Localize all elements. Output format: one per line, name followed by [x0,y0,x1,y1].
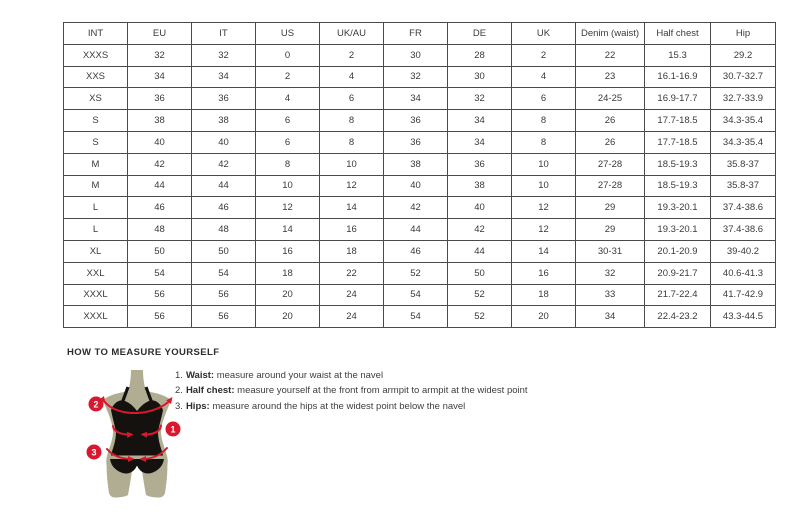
table-cell: M [64,153,128,175]
table-row [64,262,776,284]
table-cell: 27-28 [576,153,645,175]
table-row [64,110,776,132]
table-cell: 38 [384,153,448,175]
table-cell: 46 [384,240,448,262]
table-cell: 21.7-22.4 [645,284,711,306]
table-cell: 37.4-38.6 [711,197,776,219]
table-cell: 42 [128,153,192,175]
how-to-measure-title: HOW TO MEASURE YOURSELF [67,347,220,358]
table-cell: 6 [256,131,320,153]
table-row [64,44,776,66]
table-cell: 2 [512,44,576,66]
table-cell: 48 [128,219,192,241]
table-cell: 52 [448,284,512,306]
size-chart-table [63,22,776,328]
table-cell: XS [64,88,128,110]
table-cell: 56 [128,284,192,306]
table-cell: M [64,175,128,197]
table-cell: 44 [384,219,448,241]
instruction-hips [175,402,528,412]
table-cell: 6 [512,88,576,110]
table-cell: 56 [128,306,192,328]
table-cell: 22 [320,262,384,284]
table-cell: 37.4-38.6 [711,219,776,241]
table-cell: 29 [576,197,645,219]
table-cell: 34 [448,131,512,153]
table-cell: 32 [448,88,512,110]
table-cell: 46 [192,197,256,219]
table-cell: 6 [256,110,320,132]
table-cell: 29.2 [711,44,776,66]
table-row [64,306,776,328]
table-cell: XXXL [64,306,128,328]
table-cell: 16 [512,262,576,284]
table-cell: 12 [512,219,576,241]
table-cell: 4 [256,88,320,110]
table-cell: 34 [576,306,645,328]
table-cell: 16.9-17.7 [645,88,711,110]
table-cell: 34.3-35.4 [711,131,776,153]
table-cell: 20 [256,284,320,306]
table-cell: 24-25 [576,88,645,110]
table-cell: 8 [320,131,384,153]
table-cell: 19.3-20.1 [645,219,711,241]
table-cell: 34 [192,66,256,88]
table-cell: 56 [192,306,256,328]
table-cell: 54 [128,262,192,284]
table-cell: 52 [384,262,448,284]
instruction-text: measure around the hips at the widest point below the navel [209,400,466,412]
table-cell: 35.8-37 [711,153,776,175]
table-cell: 30-31 [576,240,645,262]
table-cell: 30 [448,66,512,88]
table-header-cell: US [256,23,320,45]
table-cell: 50 [448,262,512,284]
table-cell: 32.7-33.9 [711,88,776,110]
table-cell: 30 [384,44,448,66]
badge-2-number: 2 [93,399,99,410]
table-cell: 36 [384,131,448,153]
table-cell: 14 [512,240,576,262]
table-cell: 34 [128,66,192,88]
table-cell: 34 [384,88,448,110]
table-cell: 26 [576,131,645,153]
table-cell: 20.1-20.9 [645,240,711,262]
badge-3-number: 3 [91,447,97,458]
table-cell: 38 [448,175,512,197]
table-cell: 33 [576,284,645,306]
table-cell: 8 [256,153,320,175]
table-cell: 40.6-41.3 [711,262,776,284]
table-cell: 35.8-37 [711,175,776,197]
table-cell: 52 [448,306,512,328]
table-cell: 29 [576,219,645,241]
table-row [64,219,776,241]
table-cell: 32 [128,44,192,66]
table-cell: 36 [128,88,192,110]
table-cell: 38 [192,110,256,132]
table-cell: L [64,197,128,219]
table-cell: 36 [448,153,512,175]
table-header-cell: IT [192,23,256,45]
table-cell: 10 [512,175,576,197]
table-cell: 41.7-42.9 [711,284,776,306]
table-cell: 54 [384,306,448,328]
table-cell: 18 [256,262,320,284]
table-cell: 14 [320,197,384,219]
table-cell: 18 [320,240,384,262]
table-row [64,153,776,175]
table-cell: 27-28 [576,175,645,197]
table-cell: 46 [128,197,192,219]
badge-1-number: 1 [170,424,176,435]
table-cell: 17.7-18.5 [645,131,711,153]
table-cell: 26 [576,110,645,132]
table-cell: XXS [64,66,128,88]
table-header-cell: EU [128,23,192,45]
table-cell: 40 [192,131,256,153]
table-row [64,175,776,197]
table-cell: 2 [320,44,384,66]
table-row [64,88,776,110]
instruction-term: Half chest: [185,385,235,397]
instruction-term: Hips: [185,400,210,412]
table-cell: 18.5-19.3 [645,153,711,175]
table-cell: 54 [192,262,256,284]
table-cell: 14 [256,219,320,241]
instruction-number: 2. [175,385,183,397]
table-cell: 24 [320,306,384,328]
table-cell: 40 [128,131,192,153]
table-cell: 18.5-19.3 [645,175,711,197]
table-cell: 44 [128,175,192,197]
table-cell: S [64,131,128,153]
measurement-figure [82,368,192,503]
table-cell: 32 [384,66,448,88]
table-row [64,284,776,306]
table-cell: 4 [512,66,576,88]
table-body [64,44,776,327]
instruction-waist [175,371,528,381]
table-cell: 22 [576,44,645,66]
table-cell: 0 [256,44,320,66]
table-row [64,131,776,153]
table-cell: 12 [256,197,320,219]
instruction-number: 1. [175,370,183,381]
instruction-text: measure yourself at the front from armpit to armpit at the widest point [234,385,528,397]
table-cell: XL [64,240,128,262]
table-cell: 54 [384,284,448,306]
table-cell: 16 [320,219,384,241]
table-cell: 20 [256,306,320,328]
table-cell: 43.3-44.5 [711,306,776,328]
table-cell: 24 [320,284,384,306]
table-cell: 8 [320,110,384,132]
table-row [64,240,776,262]
table-header-cell: Denim (waist) [576,23,645,45]
table-cell: 6 [320,88,384,110]
table-cell: 10 [256,175,320,197]
table-cell: 18 [512,284,576,306]
mannequin-illustration-icon [82,368,192,503]
table-row [64,66,776,88]
instruction-list [175,371,528,417]
table-cell: 44 [448,240,512,262]
table-cell: 32 [576,262,645,284]
table-cell: 40 [448,197,512,219]
table-cell: 8 [512,110,576,132]
table-cell: 38 [128,110,192,132]
table-cell: 40 [384,175,448,197]
table-cell: 10 [320,153,384,175]
table-header-cell: UK/AU [320,23,384,45]
table-cell: 42 [192,153,256,175]
table-cell: 20.9-21.7 [645,262,711,284]
table-cell: 39-40.2 [711,240,776,262]
table-cell: 36 [192,88,256,110]
table-cell: 42 [384,197,448,219]
table-cell: 12 [512,197,576,219]
table-cell: 20 [512,306,576,328]
table-cell: 19.3-20.1 [645,197,711,219]
table-cell: 50 [192,240,256,262]
table-cell: 2 [256,66,320,88]
table-cell: 22.4-23.2 [645,306,711,328]
table-header-cell: FR [384,23,448,45]
table-cell: 50 [128,240,192,262]
table-header-cell: Hip [711,23,776,45]
table-cell: 36 [384,110,448,132]
table-cell: 15.3 [645,44,711,66]
table-cell: XXXS [64,44,128,66]
table-cell: 34 [448,110,512,132]
table-cell: 23 [576,66,645,88]
table-cell: 42 [448,219,512,241]
instruction-text: measure around your waist at the navel [214,370,384,381]
table-cell: 34.3-35.4 [711,110,776,132]
table-cell: 16 [256,240,320,262]
table-cell: 32 [192,44,256,66]
table-cell: 44 [192,175,256,197]
table-header-row [64,23,776,45]
table-cell: 16.1-16.9 [645,66,711,88]
table-cell: 17.7-18.5 [645,110,711,132]
instruction-number: 3. [175,400,183,412]
table-cell: 12 [320,175,384,197]
instruction-half-chest [175,386,528,396]
table-cell: XXXL [64,284,128,306]
table-row [64,197,776,219]
table-header-cell: UK [512,23,576,45]
table-cell: 28 [448,44,512,66]
table-cell: XXL [64,262,128,284]
table-header-cell: DE [448,23,512,45]
table-cell: 30.7-32.7 [711,66,776,88]
instruction-term: Waist: [185,370,215,381]
table-cell: 10 [512,153,576,175]
table-cell: 8 [512,131,576,153]
table-cell: 48 [192,219,256,241]
table-cell: 4 [320,66,384,88]
table-cell: 56 [192,284,256,306]
table-cell: L [64,219,128,241]
table-cell: S [64,110,128,132]
table-header-cell: INT [64,23,128,45]
table-header-cell: Half chest [645,23,711,45]
